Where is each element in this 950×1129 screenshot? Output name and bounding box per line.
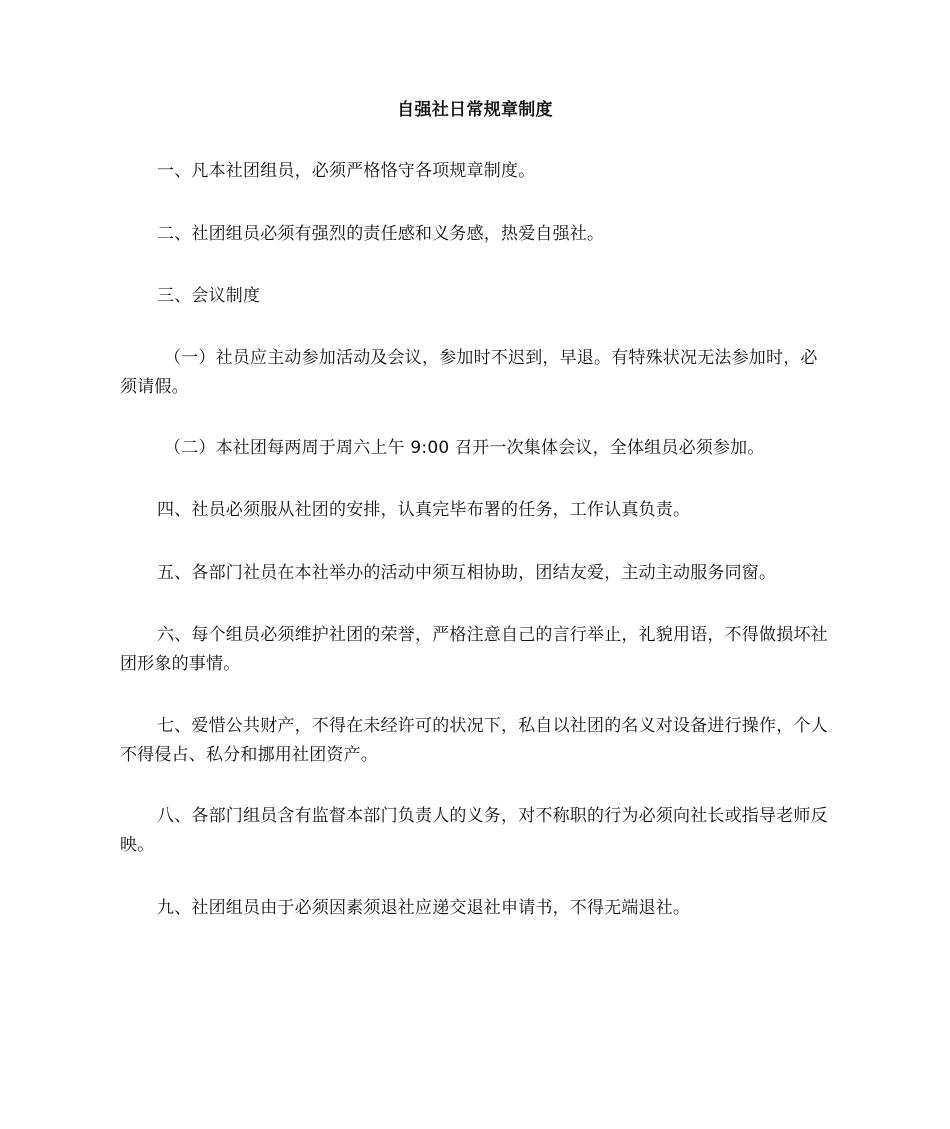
paragraph-rule-9: 九、社团组员由于必须因素须退社应递交退社申请书，不得无端退社。 xyxy=(157,898,691,918)
paragraph-rule-3-item-1: （一）社员应主动参加活动及会议，参加时不迟到，早退。有特殊状况无法参加时，必须请假。 xyxy=(120,348,818,397)
paragraph-rule-3-heading: 三、会议制度 xyxy=(157,286,261,306)
paragraph-rule-2: 二、社团组员必须有强烈的责任感和义务感，热爱自强社。 xyxy=(157,224,605,244)
paragraph-rule-3-item-2: （二）本社团每两周于周六上午 9:00 召开一次集体会议，全体组员必须参加。 xyxy=(164,438,765,458)
paragraph-rule-1: 一、凡本社团组员，必须严格恪守各项规章制度。 xyxy=(157,161,536,181)
paragraph-rule-8: 八、各部门组员含有监督本部门负责人的义务，对不称职的行为必须向社长或指导老师反映。 xyxy=(120,806,828,855)
document-title: 自强社日常规章制度 xyxy=(397,100,553,120)
paragraph-rule-7: 七、爱惜公共财产，不得在未经许可的状况下，私自以社团的名义对设备进行操作，个人不得侵占、私分和挪用社团资产。 xyxy=(120,716,828,765)
paragraph-rule-4: 四、社员必须服从社团的安排，认真完毕布署的任务，工作认真负责。 xyxy=(157,500,691,520)
paragraph-rule-6: 六、每个组员必须维护社团的荣誉，严格注意自己的言行举止，礼貌用语，不得做损坏社团形象的事情。 xyxy=(120,625,828,674)
paragraph-rule-5: 五、各部门社员在本社举办的活动中须互相协助，团结友爱，主动主动服务同窗。 xyxy=(157,563,777,583)
